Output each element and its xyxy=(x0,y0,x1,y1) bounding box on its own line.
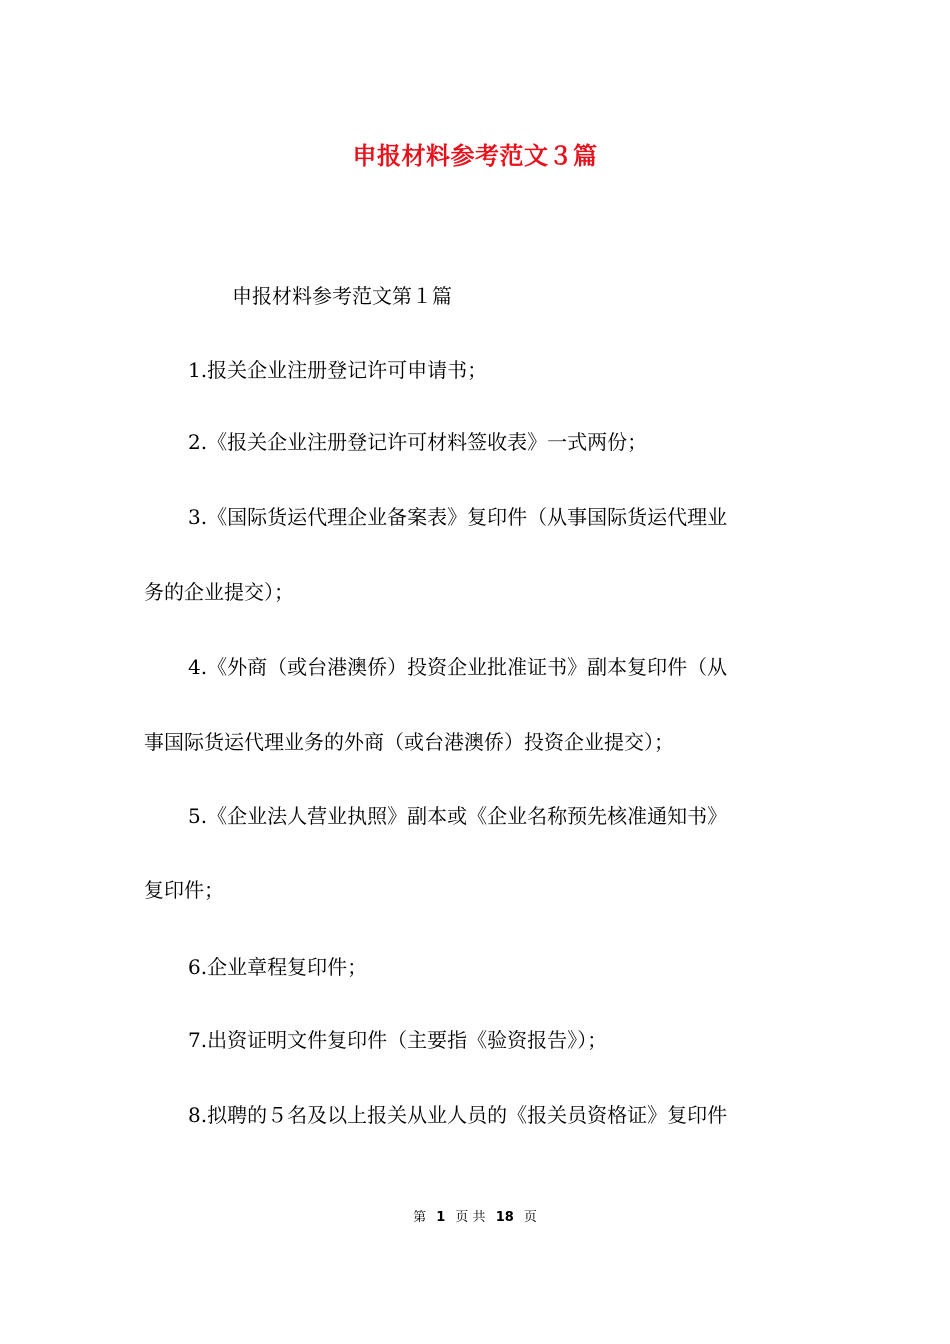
footer-page-number: 1 xyxy=(436,1210,446,1225)
list-item-4: 4.《外商（或台港澳侨）投资企业批准证书》副本复印件（从 xyxy=(188,655,728,679)
page-footer xyxy=(0,1206,950,1225)
section-heading: 申报材料参考范文第１篇 xyxy=(232,284,452,308)
list-item-3: 3.《国际货运代理企业备案表》复印件（从事国际货运代理业 xyxy=(188,505,728,529)
list-item-3-continued: 务的企业提交）； xyxy=(144,580,294,604)
list-item-7: 7.出资证明文件复印件（主要指《验资报告》）； xyxy=(188,1028,608,1052)
document-title: 申报材料参考范文３篇 xyxy=(352,141,598,170)
footer-suffix: 页 xyxy=(523,1210,537,1225)
list-item-2: 2.《报关企业注册登记许可材料签收表》一式两份； xyxy=(188,430,648,454)
list-item-6: 6.企业章程复印件； xyxy=(188,955,368,979)
footer-prefix: 第 xyxy=(413,1210,427,1225)
footer-total-pages: 18 xyxy=(495,1210,514,1225)
list-item-1: 1.报关企业注册登记许可申请书； xyxy=(188,358,488,382)
list-item-8: 8.拟聘的５名及以上报关从业人员的《报关员资格证》复印件 xyxy=(188,1103,728,1127)
list-item-5: 5.《企业法人营业执照》副本或《企业名称预先核准通知书》 xyxy=(188,804,728,828)
list-item-5-continued: 复印件； xyxy=(144,878,224,902)
footer-middle: 页 共 xyxy=(455,1210,486,1225)
list-item-4-continued: 事国际货运代理业务的外商（或台港澳侨）投资企业提交）； xyxy=(144,730,674,754)
